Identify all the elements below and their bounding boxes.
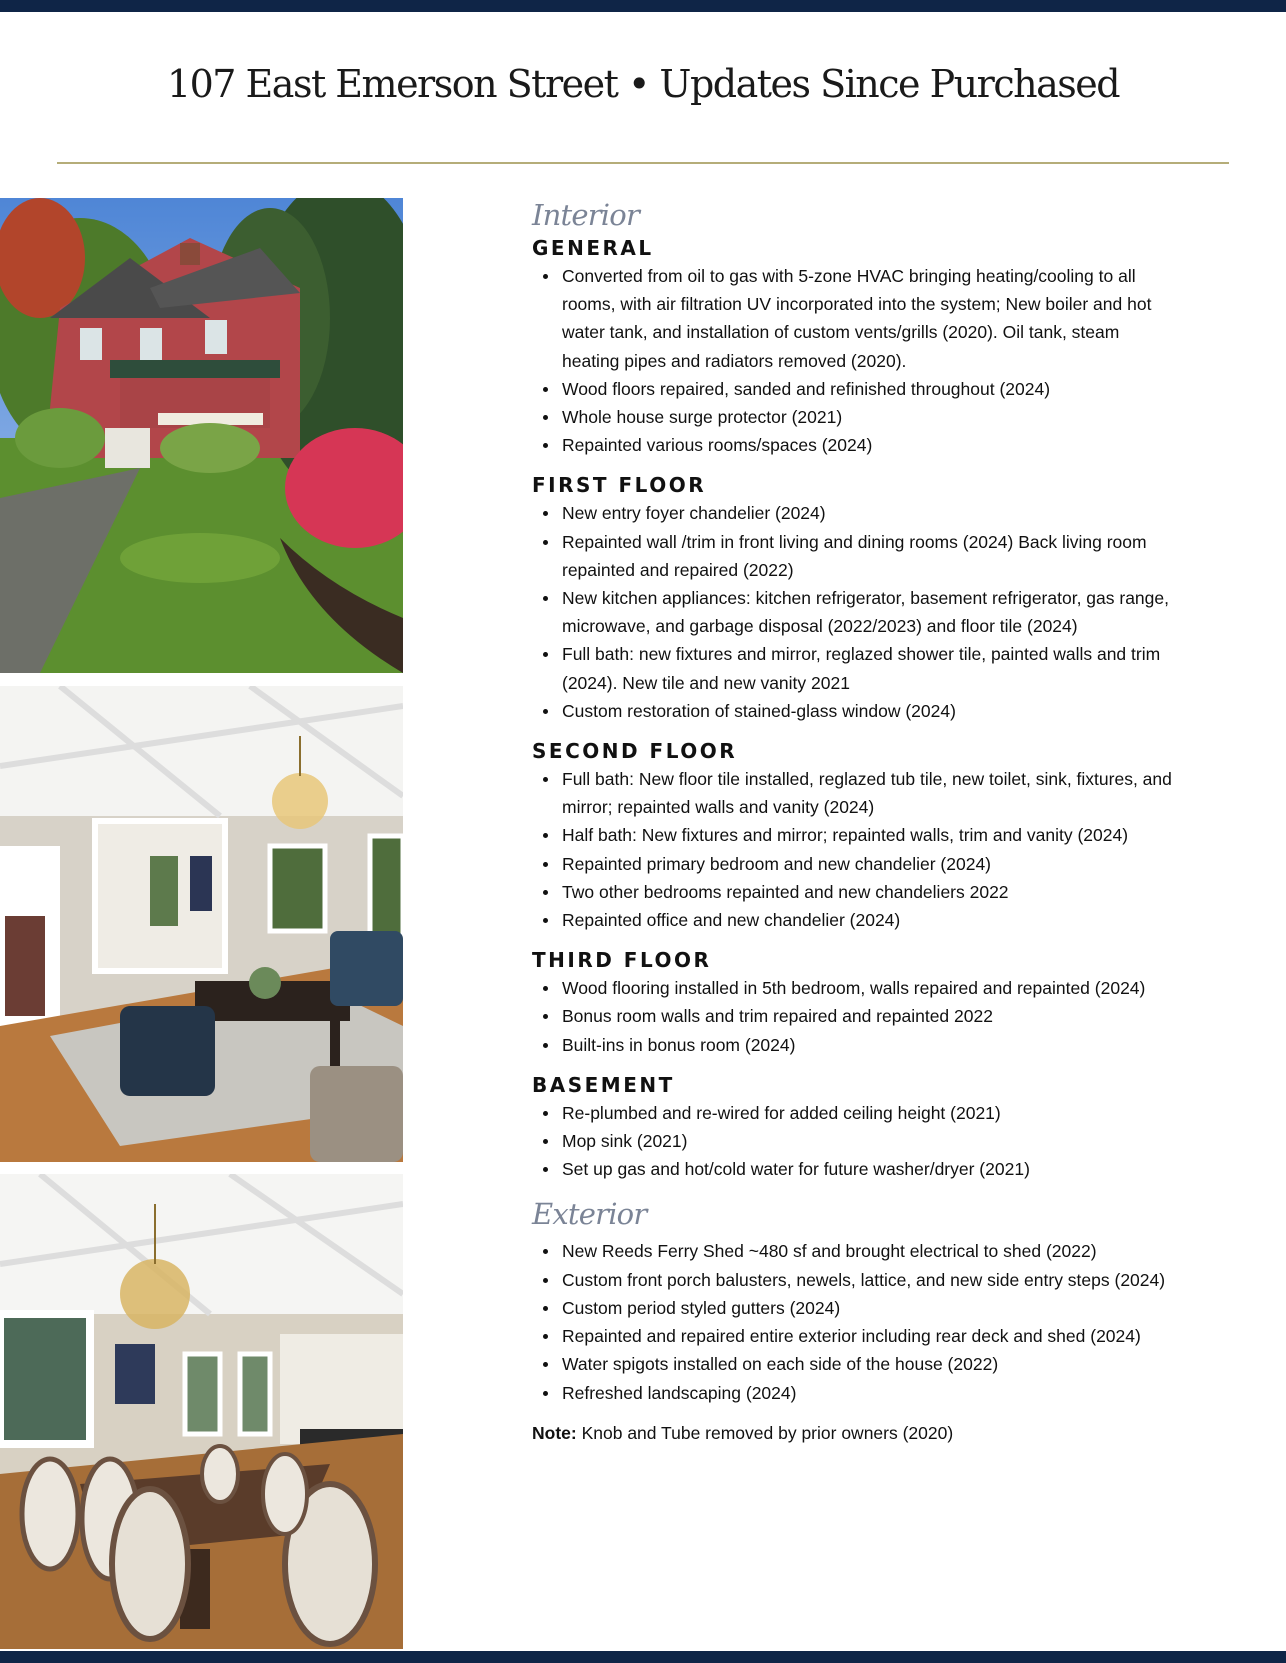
list-item: Full bath: new fixtures and mirror, reglazed shower tile, painted walls and trim (2024). New tile and new vanity 2021 bbox=[562, 640, 1172, 696]
list-item: Full bath: New floor tile installed, reglazed tub tile, new toilet, sink, fixtures, and mirror; repainted walls and vanity (2024) bbox=[562, 765, 1172, 821]
list-item: Half bath: New fixtures and mirror; repainted walls, trim and vanity (2024) bbox=[562, 821, 1172, 849]
interior-heading: Interior bbox=[532, 198, 640, 232]
exterior-heading: Exterior bbox=[532, 1197, 647, 1232]
list-item: Custom front porch balusters, newels, lattice, and new side entry steps (2024) bbox=[562, 1266, 1172, 1294]
general-list bbox=[532, 262, 1172, 459]
list-item: New entry foyer chandelier (2024) bbox=[562, 499, 1172, 527]
list-item: Converted from oil to gas with 5-zone HVAC bringing heating/cooling to all rooms, with air filtration UV incorporated into the system; New boiler and hot water tank, and installation of custom vents/grills (2020). Oil tank, steam heating pipes and radiators removed (2020). bbox=[562, 262, 1172, 375]
first-floor-heading: FIRST FLOOR bbox=[532, 473, 707, 498]
list-item: Re-plumbed and re-wired for added ceiling height (2021) bbox=[562, 1099, 1172, 1127]
list-item: Repainted office and new chandelier (2024) bbox=[562, 906, 1172, 934]
general-heading: GENERAL bbox=[532, 236, 654, 260]
list-item: Custom period styled gutters (2024) bbox=[562, 1294, 1172, 1322]
list-item: Repainted primary bedroom and new chandelier (2024) bbox=[562, 850, 1172, 878]
list-item: Whole house surge protector (2021) bbox=[562, 403, 1172, 431]
list-item: Bonus room walls and trim repaired and repainted 2022 bbox=[562, 1002, 1172, 1030]
basement-heading: BASEMENT bbox=[532, 1072, 675, 1097]
updates-content bbox=[532, 196, 1172, 1447]
list-item: New Reeds Ferry Shed ~480 sf and brought electrical to shed (2022) bbox=[562, 1237, 1172, 1265]
second-floor-heading: SECOND FLOOR bbox=[532, 739, 738, 764]
dining-room-photo bbox=[0, 1174, 403, 1649]
page-title: 107 East Emerson Street • Updates Since Purchased bbox=[166, 62, 1120, 106]
list-item: Wood flooring installed in 5th bedroom, walls repaired and repainted (2024) bbox=[562, 974, 1172, 1002]
basement-list bbox=[532, 1099, 1172, 1184]
list-item: Refreshed landscaping (2024) bbox=[562, 1379, 1172, 1407]
third-floor-heading: THIRD FLOOR bbox=[532, 948, 712, 973]
bottom-border-bar bbox=[0, 1651, 1286, 1663]
second-floor-list bbox=[532, 765, 1172, 934]
list-item: Set up gas and hot/cold water for future washer/dryer (2021) bbox=[562, 1155, 1172, 1183]
list-item: Repainted and repaired entire exterior including rear deck and shed (2024) bbox=[562, 1322, 1172, 1350]
list-item: Wood floors repaired, sanded and refinished throughout (2024) bbox=[562, 375, 1172, 403]
house-exterior-photo bbox=[0, 198, 403, 673]
note-text: Knob and Tube removed by prior owners (2020) bbox=[576, 1422, 954, 1443]
list-item: Repainted wall /trim in front living and dining rooms (2024) Back living room repainted and repaired (2022) bbox=[562, 528, 1172, 584]
title-divider bbox=[57, 162, 1229, 164]
exterior-list bbox=[532, 1237, 1172, 1406]
list-item: Mop sink (2021) bbox=[562, 1127, 1172, 1155]
top-border-bar bbox=[0, 0, 1286, 12]
third-floor-list bbox=[532, 974, 1172, 1059]
note bbox=[532, 1419, 1172, 1447]
list-item: Water spigots installed on each side of the house (2022) bbox=[562, 1350, 1172, 1378]
list-item: New kitchen appliances: kitchen refrigerator, basement refrigerator, gas range, microwave, and garbage disposal (2022/2023) and floor tile (2024) bbox=[562, 584, 1172, 640]
first-floor-list bbox=[532, 499, 1172, 725]
living-room-photo bbox=[0, 686, 403, 1162]
note-label: Note: bbox=[532, 1422, 577, 1443]
list-item: Custom restoration of stained-glass window (2024) bbox=[562, 697, 1172, 725]
list-item: Repainted various rooms/spaces (2024) bbox=[562, 431, 1172, 459]
list-item: Two other bedrooms repainted and new chandeliers 2022 bbox=[562, 878, 1172, 906]
list-item: Built-ins in bonus room (2024) bbox=[562, 1031, 1172, 1059]
